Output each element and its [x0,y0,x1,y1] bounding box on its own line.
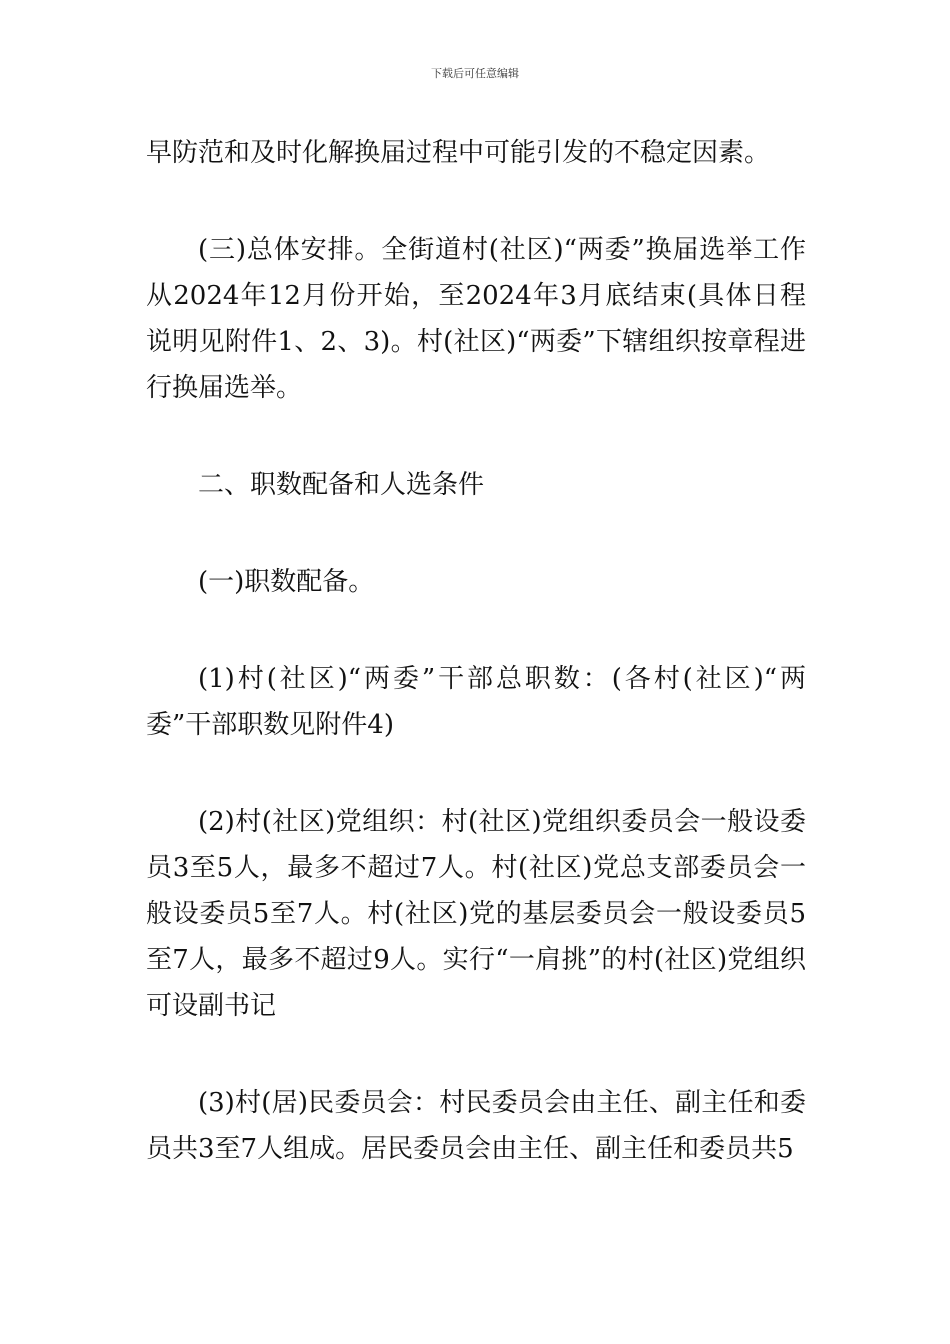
document-body [146,130,806,1172]
paragraph-item-2: (2)村(社区)党组织：村(社区)党组织委员会一般设委员3至5人，最多不超过7人。村(社区)党总支部委员会一般设委员5至7人。村(社区)党的基层委员会一般设委员5至7人，最多不超过9人。实行“一肩挑”的村(社区)党组织可设副书记 [146,807,806,1021]
section-heading-positions: 二、职数配备和人选条件 [198,470,485,500]
page-header: 下载后可任意编辑 [431,67,519,80]
paragraph-item-1: (1)村(社区)“两委”干部总职数：(各村(社区)“两委”干部职数见附件4) [146,664,806,740]
paragraph-continuation: 早防范和及时化解换届过程中可能引发的不稳定因素。 [146,138,771,168]
paragraph-item-3: (3)村(居)民委员会：村民委员会由主任、副主任和委员共3至7人组成。居民委员会由主任、副主任和委员共5 [146,1088,806,1164]
subheading-position-allocation: (一)职数配备。 [198,567,375,597]
paragraph-overall-arrangement: (三)总体安排。全街道村(社区)“两委”换届选举工作从2024年12月份开始，至2024年3月底结束(具体日程说明见附件1、2、3)。村(社区)“两委”下辖组织按章程进行换届选举。 [146,235,806,403]
